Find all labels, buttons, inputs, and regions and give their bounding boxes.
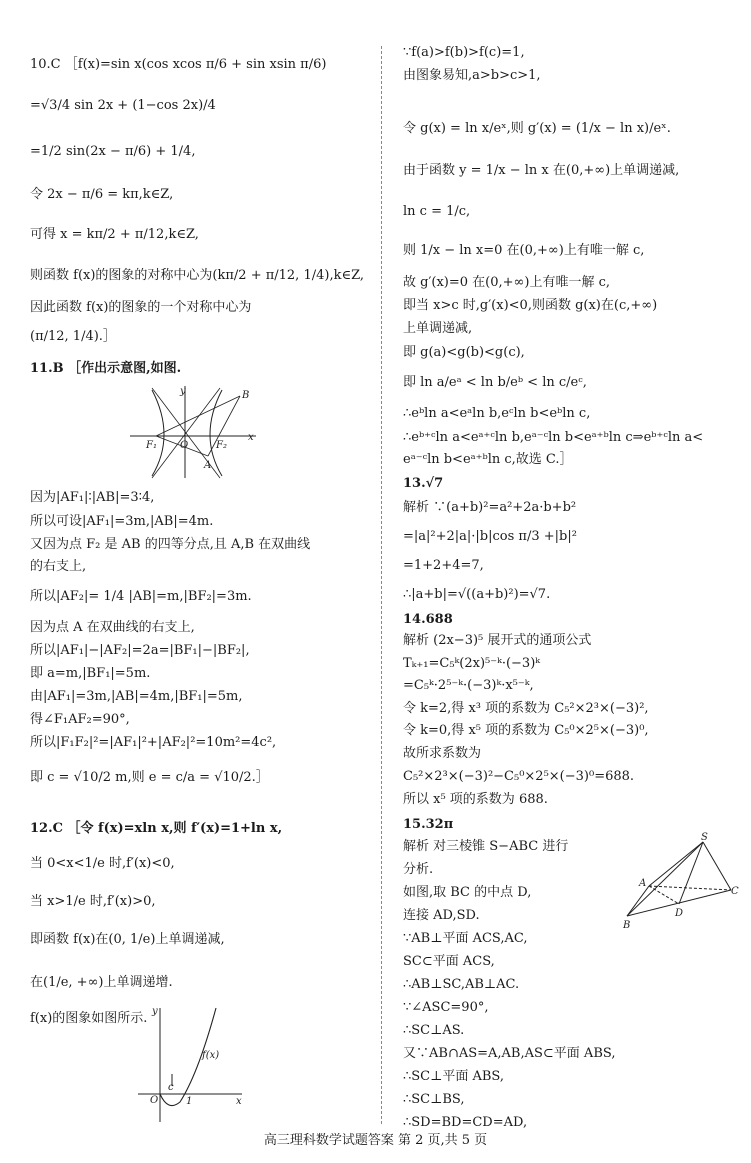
text-line: ∴SC⊥BS, bbox=[403, 1092, 465, 1107]
text-line: 所以可设|AF₁|=3m,|AB|=4m. bbox=[30, 514, 214, 529]
text-line: 得∠F₁AF₂=90°, bbox=[30, 712, 130, 727]
text-line: 由于函数 y = 1/x − ln x 在(0,+∞)上单调递减, bbox=[403, 163, 680, 178]
hyperbola-figure bbox=[130, 384, 260, 480]
text-line: 解析 对三棱锥 S−ABC 进行 bbox=[403, 839, 569, 854]
text-line: 10.C ［f(x)=sin x(cos xcos π/6 + sin xsin π/6) bbox=[30, 57, 327, 72]
label-fx: f(x) bbox=[202, 1050, 220, 1061]
text-line: 14.688 bbox=[403, 612, 453, 627]
text-line: ∴AB⊥SC,AB⊥AC. bbox=[403, 977, 520, 992]
pyramid-figure bbox=[621, 832, 739, 931]
column-divider bbox=[381, 46, 382, 1124]
text-line: ∴SC⊥AS. bbox=[403, 1023, 465, 1038]
text-line: 则 1/x − ln x=0 在(0,+∞)上有唯一解 c, bbox=[403, 243, 645, 258]
text-line: 上单调递减, bbox=[403, 321, 473, 336]
text-line: 的右支上, bbox=[30, 559, 87, 574]
label-D: D bbox=[675, 908, 684, 919]
label-y: y bbox=[180, 386, 186, 397]
label-x: x bbox=[236, 1096, 242, 1107]
label-B: B bbox=[623, 920, 631, 931]
text-line: 12.C ［令 f(x)=xln x,则 f′(x)=1+ln x, bbox=[30, 821, 283, 836]
text-line: 即函数 f(x)在(0, 1/e)上单调递减, bbox=[30, 932, 225, 947]
text-line: 令 k=2,得 x³ 项的系数为 C₅²×2³×(−3)², bbox=[403, 701, 649, 716]
text-line: C₅²×2³×(−3)²−C₅⁰×2⁵×(−3)⁰=688. bbox=[403, 769, 635, 784]
text-line: f(x)的图象如图所示. bbox=[30, 1011, 148, 1026]
text-line: 所以 x⁵ 项的系数为 688. bbox=[403, 792, 548, 807]
text-line: 解析 (2x−3)⁵ 展开式的通项公式 bbox=[403, 633, 592, 648]
label-F1: F₁ bbox=[146, 440, 157, 451]
label-S: S bbox=[701, 832, 708, 843]
text-line: ∴eᵇ⁺ᶜln a<eᵃ⁺ᶜln b,eᵃ⁻ᶜln b<eᵃ⁺ᵇln c⇒eᵇ⁺ᶜln a< bbox=[403, 430, 704, 445]
text-line: 解析 ∵(a+b)²=a²+2a·b+b² bbox=[403, 500, 577, 515]
text-line: Tₖ₊₁=C₅ᵏ(2x)⁵⁻ᵏ·(−3)ᵏ bbox=[403, 656, 541, 671]
text-line: ∴SC⊥平面 ABS, bbox=[403, 1069, 504, 1084]
text-line: ∵AB⊥平面 ACS,AC, bbox=[403, 931, 528, 946]
text-line: 令 g(x) = ln x/eˣ,则 g′(x) = (1/x − ln x)/eˣ. bbox=[403, 121, 671, 136]
label-O: O bbox=[180, 440, 189, 451]
label-O: O bbox=[150, 1095, 159, 1106]
label-C: C bbox=[731, 886, 739, 897]
text-line: 当 x>1/e 时,f′(x)>0, bbox=[30, 894, 156, 909]
text-line: ∴SD=BD=CD=AD, bbox=[403, 1115, 528, 1130]
text-line: 所以|AF₁|−|AF₂|=2a=|BF₁|−|BF₂|, bbox=[30, 643, 250, 658]
text-line: 所以|AF₂|= 1/4 |AB|=m,|BF₂|=3m. bbox=[30, 589, 252, 604]
text-line: 则函数 f(x)的图象的对称中心为(kπ/2 + π/12, 1/4),k∈Z, bbox=[30, 268, 365, 283]
text-line: 令 2x − π/6 = kπ,k∈Z, bbox=[30, 187, 174, 202]
label-F2: F₂ bbox=[216, 440, 227, 451]
text-line: eᵃ⁻ᶜln b<eᵃ⁺ᵇln c,故选 C.］ bbox=[403, 452, 573, 467]
text-line: 即 ln a/eᵃ < ln b/eᵇ < ln c/eᶜ, bbox=[403, 375, 587, 390]
text-line: 分析. bbox=[403, 862, 434, 877]
text-line: =|a|²+2|a|·|b|cos π/3 +|b|² bbox=[403, 529, 577, 544]
text-line: 在(1/e, +∞)上单调递增. bbox=[30, 975, 173, 990]
text-line: 11.B ［作出示意图,如图. bbox=[30, 361, 182, 376]
page-footer: 高三理科数学试题答案 第 2 页,共 5 页 bbox=[263, 1133, 488, 1148]
text-line: 因为|AF₁|∶|AB|=3∶4, bbox=[30, 490, 155, 505]
text-line: 连接 AD,SD. bbox=[403, 908, 480, 923]
text-line: 所以|F₁F₂|²=|AF₁|²+|AF₂|²=10m²=4c², bbox=[30, 735, 277, 750]
text-line: ln c = 1/c, bbox=[403, 204, 471, 219]
text-line: 即 c = √10/2 m,则 e = c/a = √10/2.］ bbox=[30, 770, 269, 785]
fx-curve-figure bbox=[138, 1004, 248, 1124]
text-line: (π/12, 1/4).］ bbox=[30, 329, 116, 344]
text-line: 即 g(a)<g(b)<g(c), bbox=[403, 345, 525, 360]
text-line: 令 k=0,得 x⁵ 项的系数为 C₅⁰×2⁵×(−3)⁰, bbox=[403, 723, 649, 738]
text-line: 由图象易知,a>b>c>1, bbox=[403, 68, 541, 83]
text-line: =C₅ᵏ·2⁵⁻ᵏ·(−3)ᵏ·x⁵⁻ᵏ, bbox=[403, 678, 534, 693]
label-1: 1 bbox=[186, 1096, 193, 1107]
label-y: y bbox=[152, 1006, 158, 1017]
text-line: 故 g′(x)=0 在(0,+∞)上有唯一解 c, bbox=[403, 275, 610, 290]
label-B: B bbox=[242, 390, 250, 401]
text-line: 13.√7 bbox=[403, 476, 444, 491]
text-line: =√3/4 sin 2x + (1−cos 2x)/4 bbox=[30, 98, 216, 113]
label-A: A bbox=[204, 460, 212, 471]
text-line: ∴eᵇln a<eᵃln b,eᶜln b<eᵇln c, bbox=[403, 406, 591, 421]
text-line: ∵∠ASC=90°, bbox=[403, 1000, 489, 1015]
text-line: ∴|a+b|=√((a+b)²)=√7. bbox=[403, 587, 551, 602]
label-A: A bbox=[639, 878, 647, 889]
text-line: 可得 x = kπ/2 + π/12,k∈Z, bbox=[30, 227, 199, 242]
text-line: 即 a=m,|BF₁|=5m. bbox=[30, 666, 151, 681]
text-line: 因此函数 f(x)的图象的一个对称中心为 bbox=[30, 300, 252, 315]
text-line: 15.32π bbox=[403, 817, 454, 832]
text-line: 如图,取 BC 的中点 D, bbox=[403, 885, 532, 900]
text-line: 故所求系数为 bbox=[403, 746, 482, 761]
text-line: SC⊂平面 ACS, bbox=[403, 954, 495, 969]
text-line: ∵f(a)>f(b)>f(c)=1, bbox=[403, 45, 525, 60]
text-line: 因为点 A 在双曲线的右支上, bbox=[30, 620, 195, 635]
text-line: 当 0<x<1/e 时,f′(x)<0, bbox=[30, 856, 175, 871]
text-line: =1/2 sin(2x − π/6) + 1/4, bbox=[30, 144, 196, 159]
text-line: 即当 x>c 时,g′(x)<0,则函数 g(x)在(c,+∞) bbox=[403, 298, 658, 313]
label-x: x bbox=[248, 432, 254, 443]
text-line: 又∵AB∩AS=A,AB,AS⊂平面 ABS, bbox=[403, 1046, 616, 1061]
text-line: =1+2+4=7, bbox=[403, 558, 484, 573]
label-c: c bbox=[168, 1082, 174, 1093]
text-line: 又因为点 F₂ 是 AB 的四等分点,且 A,B 在双曲线 bbox=[30, 537, 311, 552]
text-line: 由|AF₁|=3m,|AB|=4m,|BF₁|=5m, bbox=[30, 689, 243, 704]
